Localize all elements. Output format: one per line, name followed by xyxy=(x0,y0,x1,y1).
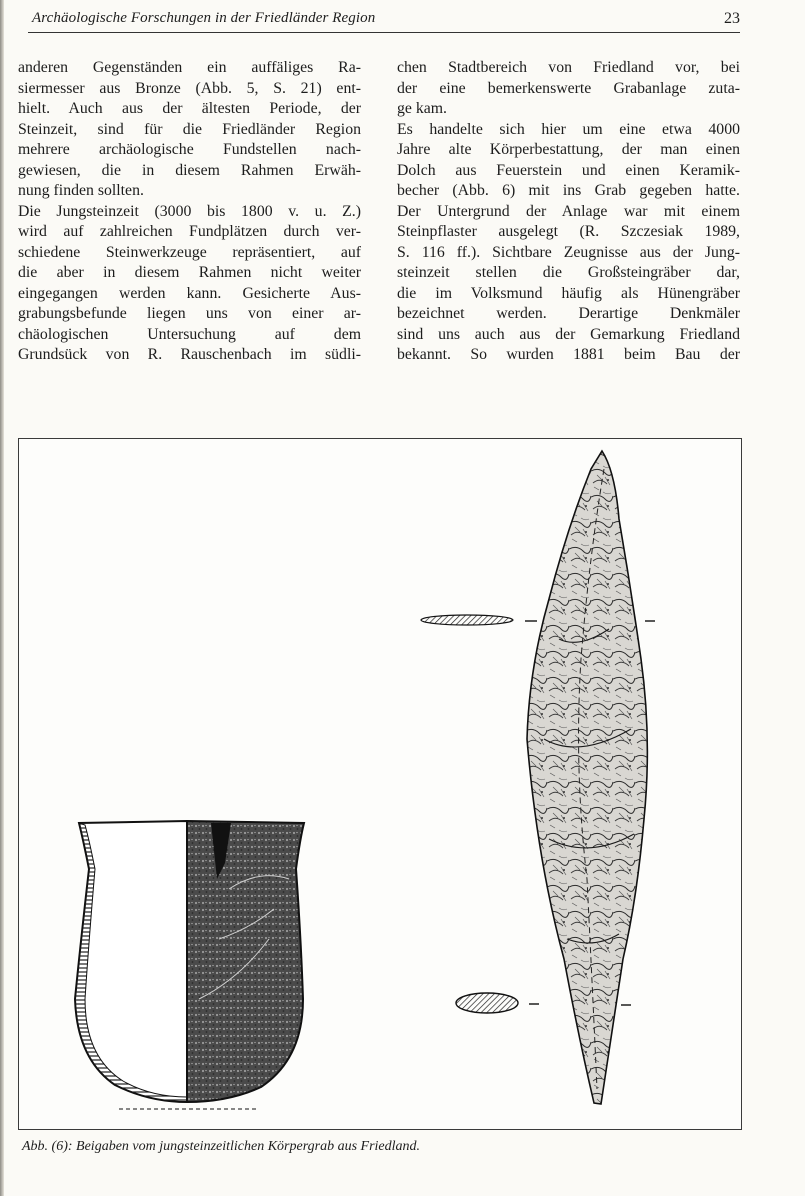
figure-illustration xyxy=(19,439,741,1129)
text-line: chäologischen Untersuchung auf dem xyxy=(18,325,361,343)
text-line: steinzeit stellen die Großsteingräber dar, xyxy=(397,264,740,281)
text-line: ge kam. xyxy=(397,100,448,117)
text-line: sind uns auch aus der Gemarkung Friedland xyxy=(397,325,740,343)
text-line: Die Jungsteinzeit (3000 bis 1800 v. u. Z.) xyxy=(18,202,361,220)
text-line: siermesser aus Bronze (Abb. 5, S. 21) ent- xyxy=(18,79,361,97)
text-line: Steinpflaster ausgelegt (R. Szczesiak 1989, xyxy=(397,223,740,240)
text-line: S. 116 ff.). Sichtbare Zeugnisse aus der Jung- xyxy=(397,243,740,261)
text-line: der eine bemerkenswerte Grabanlage zuta- xyxy=(397,79,740,97)
text-line: nung finden sollten. xyxy=(18,182,144,199)
page-number: 23 xyxy=(724,10,740,27)
text-column-left xyxy=(18,58,361,366)
text-line: becher (Abb. 6) mit ins Grab gegeben hatte. xyxy=(397,182,740,199)
text-line: die aber in diesem Rahmen nicht weiter xyxy=(18,264,361,281)
text-line: eingegangen werden kann. Gesicherte Aus- xyxy=(18,284,361,302)
running-title: Archäologische Forschungen in der Friedländer Region xyxy=(32,10,376,26)
text-line: wird auf zahlreichen Fundplätzen durch ver- xyxy=(18,223,361,240)
text-line: schiedene Steinwerkzeuge repräsentiert, auf xyxy=(18,243,361,261)
figure-caption: Abb. (6): Beigaben vom jungsteinzeitlichen Körpergrab aus Friedland. xyxy=(22,1139,421,1154)
text-line: hielt. Auch aus der ältesten Periode, der xyxy=(18,100,361,117)
page-header xyxy=(28,6,740,33)
text-line: grabungsbefunde liegen uns von einer ar- xyxy=(18,305,361,322)
figure-frame xyxy=(18,438,742,1130)
text-line: Jahre alte Körperbestattung, der man einen xyxy=(397,141,740,158)
page-binding-edge xyxy=(0,0,4,1196)
text-line: Grundsück von R. Rauschenbach im südli- xyxy=(18,346,361,363)
text-column-right xyxy=(397,58,740,366)
text-line: anderen Gegenständen ein auffäliges Ra- xyxy=(18,59,361,76)
text-line: gewiesen, die in diesem Rahmen Erwäh- xyxy=(18,161,361,179)
text-line: Es handelte sich hier um eine etwa 4000 xyxy=(397,120,740,138)
text-line: bekannt. So wurden 1881 beim Bau der xyxy=(397,346,740,363)
text-line: die im Volksmund häufig als Hünengräber xyxy=(397,284,740,302)
text-line: Steinzeit, sind für die Friedländer Region xyxy=(18,120,361,138)
text-line: Der Untergrund der Anlage war mit einem xyxy=(397,202,740,220)
flint-dagger-drawing xyxy=(527,451,647,1104)
text-line: bezeichnet werden. Derartige Denkmäler xyxy=(397,305,740,322)
ceramic-beaker-drawing xyxy=(75,821,304,1109)
text-line: chen Stadtbereich von Friedland vor, bei xyxy=(397,59,740,76)
text-line: mehrere archäologische Fundstellen nach- xyxy=(18,141,361,158)
text-line: Dolch aus Feuerstein und einen Keramik- xyxy=(397,161,740,179)
